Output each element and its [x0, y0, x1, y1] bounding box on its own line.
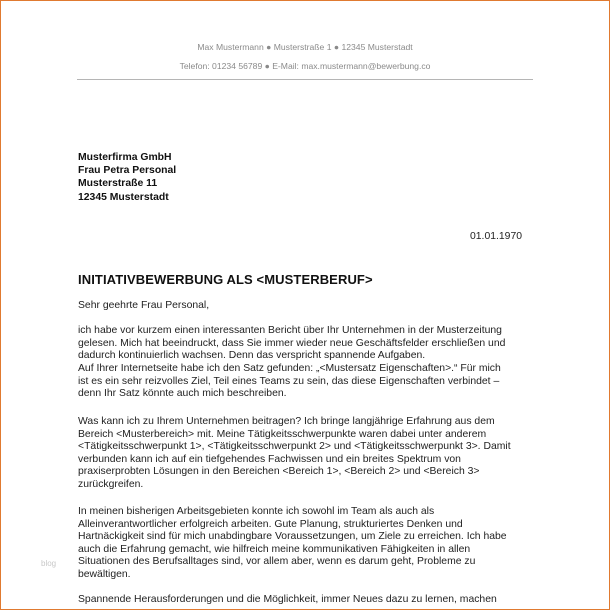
body-line: verbunden kann ich auf ein tiefgehendes Fachwissen und ein breites Spektrum von [78, 453, 461, 465]
body-line: auch die Erfahrung gemacht, wie hilfreich meine kommunikativen Fähigkeiten in allen [78, 543, 471, 555]
watermark: blog [41, 559, 57, 568]
sender-name-address: Max Mustermann ● Musterstraße 1 ● 12345 Musterstadt [197, 42, 413, 52]
body-line: In meinen bisherigen Arbeitsgebieten konnte ich sowohl im Team als auch als [78, 506, 435, 517]
body-paragraph-2 [78, 363, 534, 401]
body-line: ist es ein sehr reizvolles Ziel, Teil eines Teams zu sein, das diese Eigenschaften verbindet – [78, 375, 500, 387]
body-line: Situationen des Berufsalltages sind, vor allem aber, wenn es darum geht, Probleme zu [78, 556, 476, 567]
body-line: <Tätigkeitsschwerpunkt 1>, <Tätigkeitsschwerpunkt 2> und <Tätigkeitsschwerpunkt 3>. Damit [78, 441, 511, 452]
body-line: ich habe vor kurzem einen interessanten Bericht über Ihr Unternehmen in der Musterzeitung [78, 325, 502, 336]
body-line: dadurch kontinuierlich wachsen. Denn das verspricht spannende Aufgaben. [78, 350, 426, 361]
body-line: gelesen. Mich hat beeindruckt, dass Sie immer wieder neue Geschäftsfelder erschließen und [78, 337, 506, 349]
recipient-street: Musterstraße 11 [78, 178, 158, 190]
body-line: Spannende Herausforderungen und die Möglichkeit, immer Neues dazu zu lernen, machen [78, 594, 497, 605]
body-line: praxiserprobten Lösungen in den Bereichen <Bereich 1>, <Bereich 2> und <Bereich 3> [78, 466, 480, 477]
body-line: Bereich <Musterbereich> mit. Meine Tätigkeitsschwerpunkte waren dabei unter anderem [78, 428, 487, 440]
body-line: bewältigen. [78, 568, 131, 580]
recipient-address [78, 151, 176, 204]
sender-contact: Telefon: 01234 56789 ● E-Mail: max.mustermann@bewerbung.co [179, 61, 431, 71]
recipient-company: Musterfirma GmbH [78, 152, 172, 163]
header-divider [77, 79, 533, 80]
recipient-contact: Frau Petra Personal [78, 165, 177, 177]
body-paragraph-1 [78, 325, 534, 363]
salutation: Sehr geehrte Frau Personal, [78, 300, 210, 311]
body-line: Auf Ihrer Internetseite habe ich den Satz gefunden: „<Mustersatz Eigenschaften>.“ Für mich [78, 363, 501, 374]
body-line: zurückgreifen. [78, 478, 144, 490]
body-line: Was kann ich zu Ihrem Unternehmen beitragen? Ich bringe langjährige Erfahrung aus dem [78, 416, 495, 427]
body-line: Alleinverantwortlicher erfolgreich arbeiten. Gute Planung, strukturiertes Denken und [78, 518, 463, 530]
recipient-city: 12345 Musterstadt [78, 191, 169, 203]
body-paragraph-4 [78, 506, 534, 581]
body-paragraph-3 [78, 416, 534, 491]
body-paragraph-5 [78, 594, 534, 607]
body-line: Hartnäckigkeit sind für mich unabdingbare Voraussetzungen, um Ziele zu erreichen. Ich habe [78, 531, 507, 542]
letter-subject: INITIATIVBEWERBUNG ALS <MUSTERBERUF> [78, 272, 373, 287]
body-line: denn Ihr Satz könnte auch mich beschreiben. [78, 388, 287, 399]
letter-date: 01.01.1970 [470, 231, 523, 242]
